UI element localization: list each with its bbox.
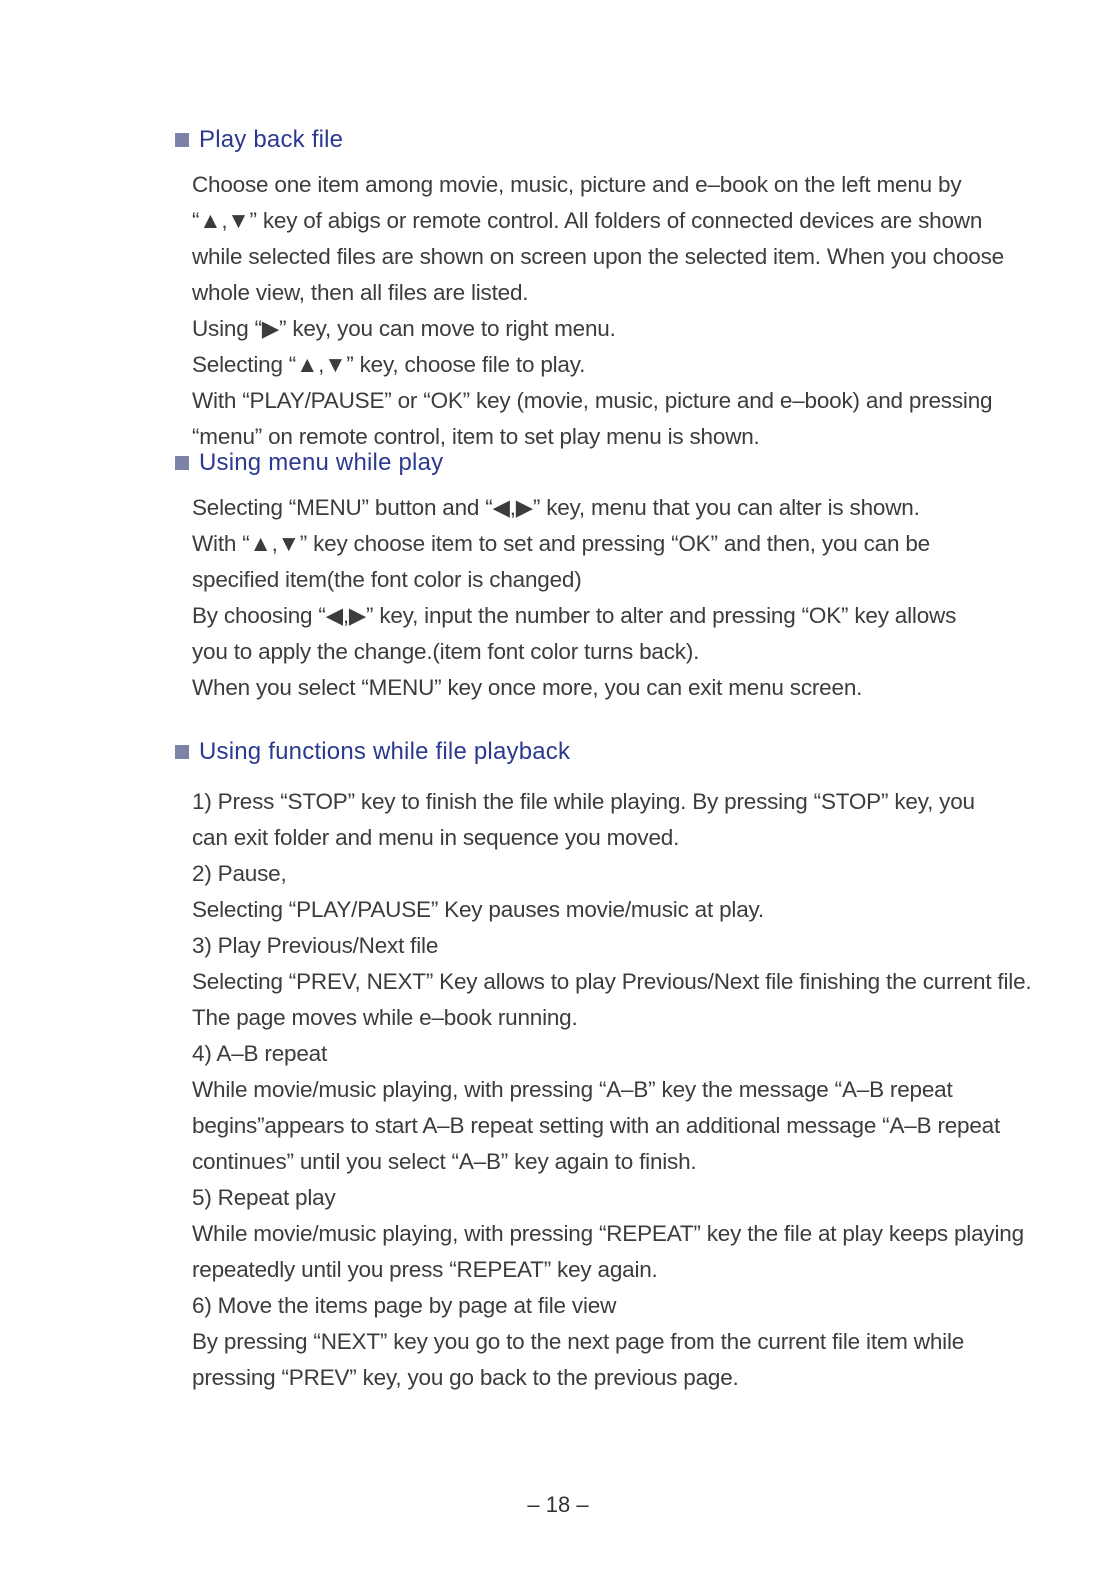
body-line: Selecting “MENU” button and “◀,▶” key, menu that you can alter is shown. bbox=[192, 495, 920, 520]
body-line: With “PLAY/PAUSE” or “OK” key (movie, music, picture and e–book) and pressing bbox=[192, 388, 993, 413]
heading-text: Using functions while file playback bbox=[199, 738, 571, 765]
section-using-menu-while-play bbox=[0, 446, 1116, 706]
body-line: 5) Repeat play bbox=[192, 1185, 336, 1210]
section-heading bbox=[175, 123, 1116, 157]
page-number: – 18 – bbox=[527, 1492, 589, 1517]
body-line: By pressing “NEXT” key you go to the next page from the current file item while bbox=[192, 1329, 965, 1354]
body-line: When you select “MENU” key once more, you can exit menu screen. bbox=[192, 675, 863, 700]
section-heading bbox=[175, 446, 1116, 480]
body-line: With “▲,▼” key choose item to set and pressing “OK” and then, you can be bbox=[192, 531, 930, 556]
body-line: “menu” on remote control, item to set play menu is shown. bbox=[192, 424, 760, 449]
body-line: you to apply the change.(item font color turns back). bbox=[192, 639, 700, 664]
body-line: Selecting “PLAY/PAUSE” Key pauses movie/music at play. bbox=[192, 897, 764, 922]
body-line: begins”appears to start A–B repeat setting with an additional message “A–B repeat bbox=[192, 1113, 1001, 1138]
body-line: While movie/music playing, with pressing “A–B” key the message “A–B repeat bbox=[192, 1077, 953, 1102]
body-line: specified item(the font color is changed) bbox=[192, 567, 582, 592]
body-line: Using “▶” key, you can move to right menu. bbox=[192, 316, 616, 341]
body-line: repeatedly until you press “REPEAT” key again. bbox=[192, 1257, 658, 1282]
section-body bbox=[192, 784, 1032, 1396]
body-line: Choose one item among movie, music, picture and e–book on the left menu by bbox=[192, 172, 962, 197]
body-line: Selecting “PREV, NEXT” Key allows to play Previous/Next file finishing the current file. bbox=[192, 969, 1032, 994]
body-line: “▲,▼” key of abigs or remote control. All folders of connected devices are shown bbox=[192, 208, 983, 233]
section-body bbox=[192, 167, 1012, 455]
heading-text: Using menu while play bbox=[199, 449, 444, 476]
body-line: 2) Pause, bbox=[192, 861, 287, 886]
heading-text: Play back file bbox=[199, 126, 344, 153]
body-line: pressing “PREV” key, you go back to the previous page. bbox=[192, 1365, 739, 1390]
body-line: 3) Play Previous/Next file bbox=[192, 933, 439, 958]
section-using-functions-while-file-playback bbox=[0, 735, 1116, 1396]
section-play-back-file bbox=[0, 123, 1116, 455]
square-bullet-icon bbox=[175, 745, 189, 759]
body-line: Selecting “▲,▼” key, choose file to play. bbox=[192, 352, 586, 377]
body-line: while selected files are shown on screen upon the selected item. When you choose bbox=[192, 244, 1004, 269]
square-bullet-icon bbox=[175, 456, 189, 470]
section-heading bbox=[175, 735, 1116, 769]
body-line: By choosing “◀,▶” key, input the number to alter and pressing “OK” key allows bbox=[192, 603, 957, 628]
body-line: whole view, then all files are listed. bbox=[192, 280, 529, 305]
body-line: While movie/music playing, with pressing “REPEAT” key the file at play keeps playing bbox=[192, 1221, 1024, 1246]
body-line: can exit folder and menu in sequence you moved. bbox=[192, 825, 680, 850]
body-line: 1) Press “STOP” key to finish the file while playing. By pressing “STOP” key, you bbox=[192, 789, 975, 814]
body-line: The page moves while e–book running. bbox=[192, 1005, 578, 1030]
section-body bbox=[192, 490, 1012, 706]
square-bullet-icon bbox=[175, 133, 189, 147]
body-line: 6) Move the items page by page at file view bbox=[192, 1293, 617, 1318]
body-line: 4) A–B repeat bbox=[192, 1041, 327, 1066]
body-line: continues” until you select “A–B” key again to finish. bbox=[192, 1149, 697, 1174]
